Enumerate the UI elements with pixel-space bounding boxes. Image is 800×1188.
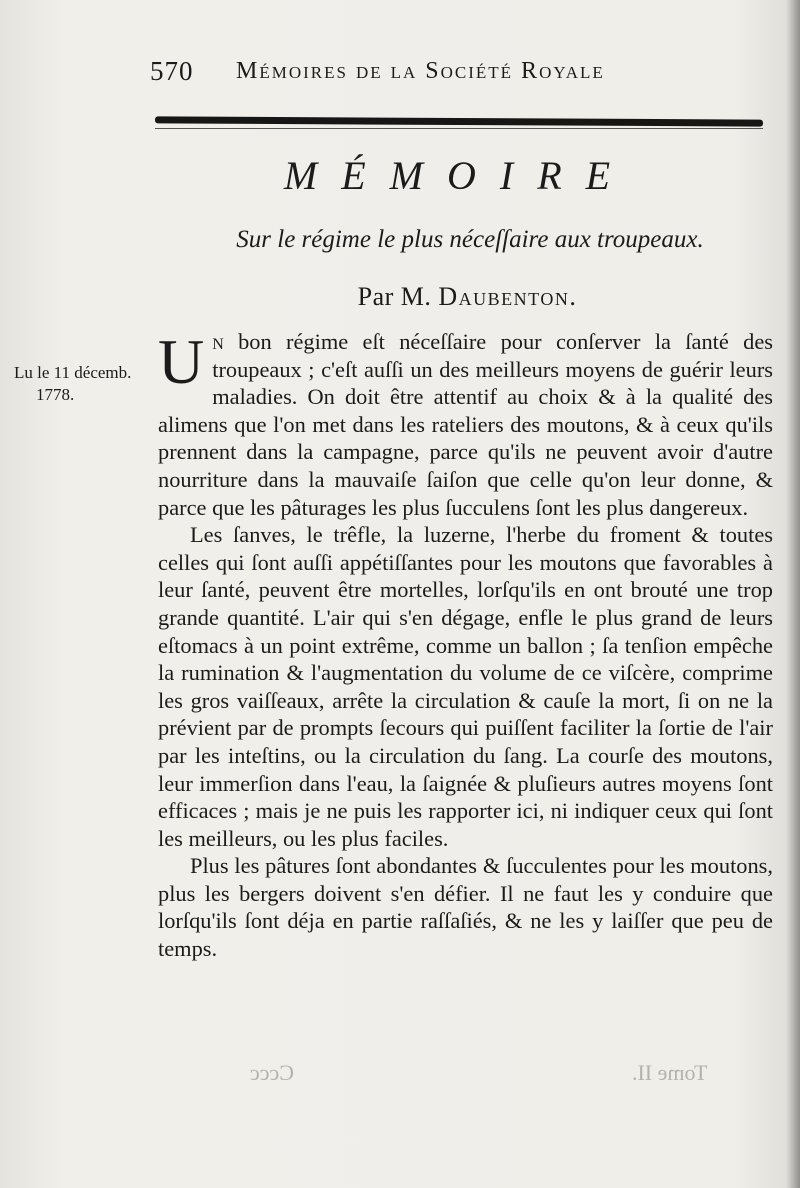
running-header xyxy=(150,56,710,90)
running-title: Mémoires de la Société Royale xyxy=(236,58,605,84)
author-line xyxy=(0,282,800,312)
author-name: Daubenton. xyxy=(438,282,578,311)
margin-note xyxy=(14,362,154,406)
memoire-subtitle: Sur le régime le plus néceſſaire aux troupeaux. xyxy=(236,226,704,253)
memoire-title: MÉMOIRE xyxy=(283,153,635,198)
header-rule-thin xyxy=(155,128,763,129)
margin-note-date: Lu le 11 décemb. xyxy=(14,363,132,382)
paragraph-1 xyxy=(158,328,773,521)
author-prefix: Par M. xyxy=(357,282,432,311)
header-rule xyxy=(155,116,763,126)
paragraph-2: Les ſanves, le trêfle, la luzerne, l'herbe du froment & toutes celles qui ſont auſſi appétiſſantes pour les moutons que favorables à leur ſanté, peuvent être mortelles, lorſqu'ils en ont brouté une trop grande quantité. L'air qui s'en dégage, enfle le plus grand de leurs eſtomacs à un point extrême, comme un ballon ; ſa tenſion empêche la rumination & l'augmentation du volume de ce viſcère, comprime les gros vaiſſeaux, arrête la circulation & cauſe la mort, ſi on ne la prévient par de prompts ſecours qui puiſſent faciliter la ſortie de l'air par les inteſtins, ou la circulation du ſang. La courſe des moutons, leur immerſion dans l'eau, la ſaignée & pluſieurs autres moyens ſont efficaces ; mais je ne puis les rapporter ici, ni indiquer ceux qui ſont les meilleurs, ou les plus faciles. xyxy=(158,522,773,851)
show-through-tome: Tome II. xyxy=(632,1060,708,1085)
paragraph-3: Plus les pâtures ſont abondantes & ſucculentes pour les moutons, plus les bergers doivent s'en défier. Il ne faut les y conduire que lorſqu'ils ſont déja en partie raſſaſiés, & ne les y laiſſer que peu de temps. xyxy=(158,853,773,962)
paragraph-1-text: bon régime eſt néceſſaire pour conſerver la ſanté des troupeaux ; c'eſt auſſi un des meilleurs moyens de guérir leurs maladies. On doit être attentif au choix & à la qualité des alimens que l'on met dans les rateliers des moutons, & à ceux qu'ils prennent dans la campagne, parce qu'ils ne peuvent avoir d'autre nourriture dans la mauvaiſe ſaiſon que celle qu'on leur donne, & parce que les pâturages les plus ſucculens ſont les plus dangereux. xyxy=(158,329,773,520)
page-number: 570 xyxy=(150,56,194,86)
first-word: n xyxy=(212,329,224,354)
body-text xyxy=(158,328,773,963)
show-through-signature: Cccc xyxy=(250,1060,294,1085)
drop-cap: U xyxy=(158,326,205,397)
margin-note-year: 1778. xyxy=(36,385,75,404)
